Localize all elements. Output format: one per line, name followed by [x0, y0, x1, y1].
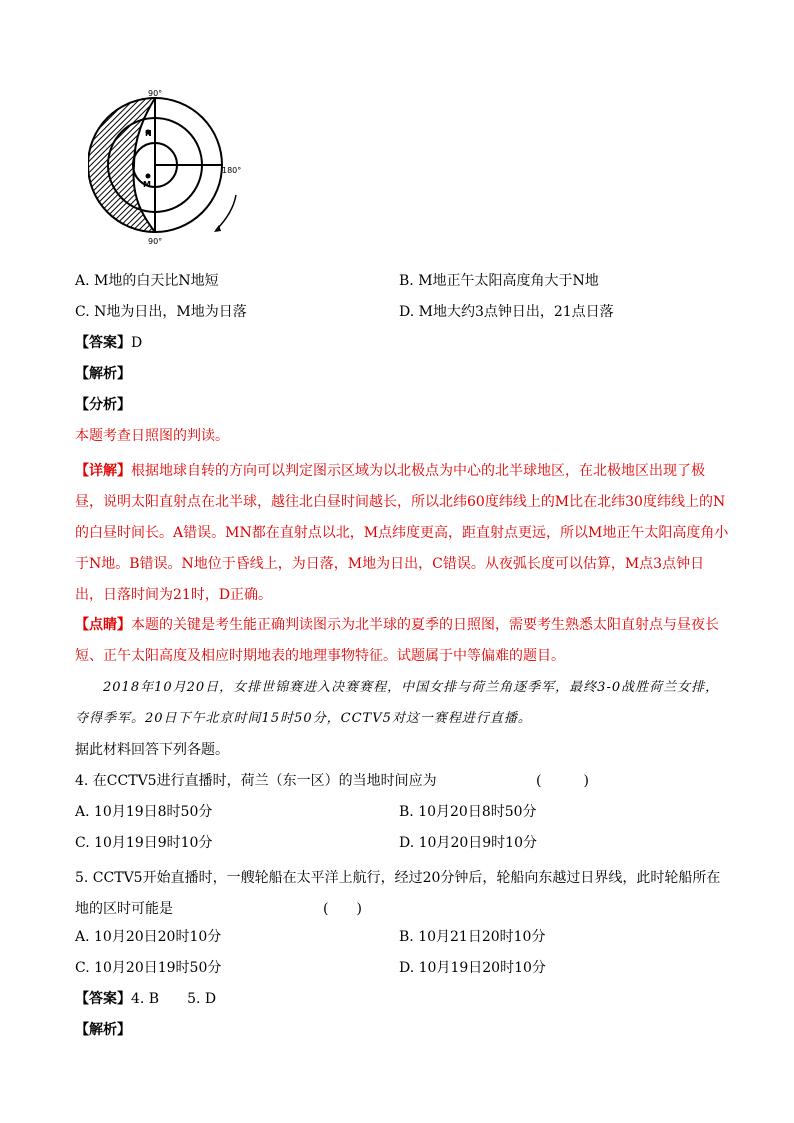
option-a: A. M地的白天比N地短: [75, 273, 219, 289]
rotation-arrow: [216, 195, 236, 230]
q4-option-a: A. 10月19日8时50分: [75, 804, 213, 820]
sunlight-diagram: [88, 88, 248, 258]
q5-stem: 5. CCTV5开始直播时，一艘轮船在太平洋上航行，经过20分钟后，轮船向东越过日界线，此时轮船所在地的区时可能是: [75, 870, 721, 917]
dianjing-tag: 【点睛】: [75, 617, 131, 633]
label-n: N: [145, 129, 152, 138]
answer-tag: 【答案】: [75, 335, 131, 351]
answer-value: D: [131, 335, 143, 351]
q5-paren: ( ): [323, 901, 362, 917]
q5-stem-block: [75, 863, 730, 925]
analysis2-tag: 【解析】: [75, 1022, 131, 1038]
fenxi-tag: 【分析】: [75, 397, 131, 413]
detail-tag: 【详解】: [75, 463, 131, 479]
analysis-tag: 【解析】: [75, 366, 131, 382]
summary-text: 本题考查日照图的判读。: [75, 428, 229, 444]
option-c: C. N地为日出，M地为日落: [75, 304, 247, 320]
option-d: D. M地大约3点钟日出，21点日落: [399, 304, 614, 320]
q5-option-c: C. 10月20日19时50分: [75, 960, 222, 976]
q4-option-b: B. 10月20日8时50分: [399, 804, 537, 820]
dianjing-text: 本题的关键是考生能正确判读图示为北半球的夏季的日照图，需要考生熟悉太阳直射点与昼夜长短、正午太阳高度及相应时期地表的地理事物特征。试题属于中等偏难的题目。: [75, 617, 719, 664]
detail-paragraph: [75, 456, 730, 611]
q4-stem: 4. 在CCTV5进行直播时，荷兰（东一区）的当地时间应为: [75, 773, 437, 789]
label-right: 180°: [222, 166, 242, 175]
polar-daylight-chart: [88, 88, 248, 258]
q4-option-d: D. 10月20日9时10分: [399, 835, 537, 851]
q4-option-c: C. 10月19日9时10分: [75, 835, 213, 851]
q5-option-a: A. 10月20日20时10分: [75, 929, 222, 945]
q5-option-b: B. 10月21日20时10分: [399, 929, 546, 945]
dianjing-paragraph: [75, 610, 730, 672]
option-b: B. M地正午太阳高度角大于N地: [399, 273, 599, 289]
answer-line-1: [75, 332, 142, 352]
answer2-value: 4. B 5. D: [131, 991, 217, 1007]
material-text: 2018年10月20日，女排世锦赛进入决赛赛程，中国女排与荷兰角逐季军，最终3-0战胜荷兰女排，夺得季军。20日下午北京时间15时50分，CCTV5对这一赛程进行直播。: [75, 680, 720, 726]
point-m: [146, 174, 151, 179]
label-bottom: 90°: [148, 237, 163, 246]
label-top: 90°: [148, 89, 163, 98]
material-prompt: 据此材料回答下列各题。: [75, 742, 229, 758]
answer-line-2: [75, 988, 216, 1008]
q4-paren: ( ): [536, 773, 589, 789]
label-m: M: [143, 180, 151, 189]
answer2-tag: 【答案】: [75, 991, 131, 1007]
q5-option-d: D. 10月19日20时10分: [399, 960, 546, 976]
detail-text: 根据地球自转的方向可以判定图示区域为以北极点为中心的北半球地区，在北极地区出现了极昼，说明太阳直射点在北半球，越往北白昼时间越长，所以北纬60度纬线上的M比在北纬30度纬线上的N的白昼时间长。A错误。MN都在直射点以北，M点纬度更高，距直射点更远，所以M地正午太阳高度角小于N地。B错误。N地位于昏线上，为日落，M地为日出，C错误。从夜弧长度可以估算，M点3点钟日出，日落时间为21时，D正确。: [75, 463, 729, 603]
